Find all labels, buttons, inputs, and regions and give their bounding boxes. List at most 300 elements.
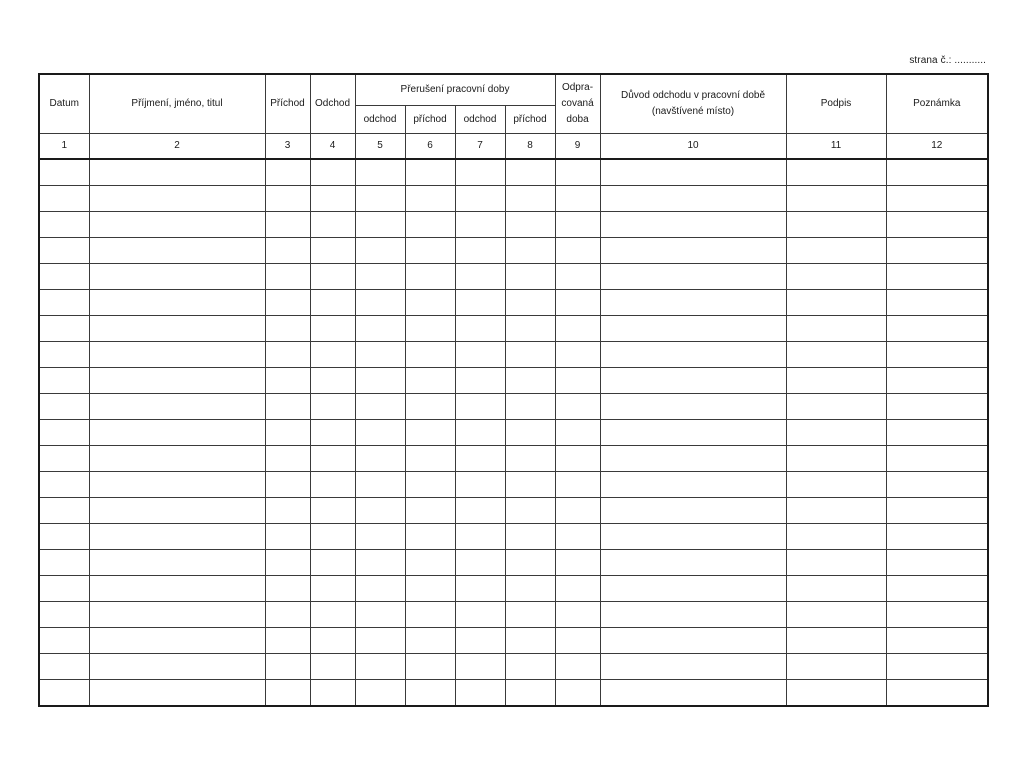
table-cell: [39, 524, 89, 550]
table-cell: [355, 576, 405, 602]
column-number: 11: [786, 134, 886, 160]
table-cell: [886, 316, 988, 342]
table-row: [39, 420, 988, 446]
table-cell: [405, 628, 455, 654]
table-cell: [39, 628, 89, 654]
table-cell: [265, 290, 310, 316]
table-cell: [600, 186, 786, 212]
column-number: 1: [39, 134, 89, 160]
table-cell: [886, 290, 988, 316]
table-cell: [555, 654, 600, 680]
table-cell: [455, 576, 505, 602]
table-cell: [600, 212, 786, 238]
column-number: 5: [355, 134, 405, 160]
table-cell: [405, 264, 455, 290]
table-cell: [455, 186, 505, 212]
table-cell: [455, 654, 505, 680]
table-row: [39, 316, 988, 342]
table-cell: [505, 446, 555, 472]
column-number: 4: [310, 134, 355, 160]
table-cell: [265, 680, 310, 707]
table-cell: [89, 576, 265, 602]
table-cell: [265, 654, 310, 680]
attendance-table: [38, 73, 989, 707]
table-cell: [355, 290, 405, 316]
table-cell: [600, 576, 786, 602]
table-row: [39, 576, 988, 602]
table-cell: [89, 628, 265, 654]
table-cell: [310, 394, 355, 420]
table-cell: [886, 628, 988, 654]
table-cell: [39, 654, 89, 680]
table-cell: [310, 602, 355, 628]
table-cell: [405, 342, 455, 368]
table-cell: [505, 264, 555, 290]
table-cell: [455, 550, 505, 576]
header-arrival: Příchod: [265, 74, 310, 134]
table-cell: [405, 576, 455, 602]
table-cell: [600, 498, 786, 524]
table-cell: [555, 342, 600, 368]
table-cell: [39, 290, 89, 316]
table-cell: [786, 654, 886, 680]
table-cell: [265, 472, 310, 498]
table-cell: [555, 238, 600, 264]
table-cell: [555, 576, 600, 602]
table-cell: [505, 420, 555, 446]
table-cell: [505, 524, 555, 550]
table-cell: [405, 472, 455, 498]
table-cell: [555, 602, 600, 628]
table-cell: [265, 420, 310, 446]
table-cell: [355, 212, 405, 238]
table-cell: [455, 602, 505, 628]
table-cell: [355, 264, 405, 290]
table-cell: [786, 576, 886, 602]
header-reason-line-2: (navštívené místo): [651, 106, 735, 117]
column-number: 3: [265, 134, 310, 160]
table-cell: [555, 524, 600, 550]
table-cell: [455, 342, 505, 368]
table-cell: [310, 316, 355, 342]
table-cell: [600, 550, 786, 576]
table-cell: [89, 420, 265, 446]
table-cell: [89, 186, 265, 212]
table-cell: [89, 602, 265, 628]
subheader-interruption-leave-1: odchod: [355, 106, 405, 134]
table-cell: [555, 290, 600, 316]
table-cell: [405, 680, 455, 707]
table-cell: [355, 654, 405, 680]
table-cell: [505, 394, 555, 420]
table-cell: [555, 628, 600, 654]
table-cell: [310, 212, 355, 238]
table-cell: [89, 394, 265, 420]
table-cell: [455, 159, 505, 186]
table-cell: [505, 602, 555, 628]
table-cell: [505, 159, 555, 186]
table-cell: [39, 238, 89, 264]
table-cell: [89, 212, 265, 238]
table-cell: [555, 316, 600, 342]
header-name: Příjmení, jméno, titul: [89, 74, 265, 134]
table-cell: [505, 316, 555, 342]
table-cell: [310, 159, 355, 186]
table-cell: [455, 368, 505, 394]
table-cell: [886, 472, 988, 498]
table-cell: [786, 524, 886, 550]
table-cell: [405, 316, 455, 342]
table-cell: [89, 238, 265, 264]
header-note: Poznámka: [886, 74, 988, 134]
header-reason: [600, 74, 786, 134]
table-cell: [265, 550, 310, 576]
table-cell: [555, 550, 600, 576]
table-cell: [786, 550, 886, 576]
table-cell: [39, 680, 89, 707]
table-cell: [600, 290, 786, 316]
table-cell: [600, 472, 786, 498]
table-cell: [89, 472, 265, 498]
table-cell: [355, 628, 405, 654]
table-cell: [555, 446, 600, 472]
table-cell: [405, 550, 455, 576]
table-cell: [265, 628, 310, 654]
table-cell: [886, 342, 988, 368]
table-cell: [455, 524, 505, 550]
table-cell: [886, 498, 988, 524]
table-row: [39, 472, 988, 498]
table-cell: [265, 498, 310, 524]
table-cell: [886, 368, 988, 394]
table-cell: [455, 420, 505, 446]
column-number: 2: [89, 134, 265, 160]
table-cell: [355, 316, 405, 342]
table-cell: [786, 498, 886, 524]
table-cell: [555, 680, 600, 707]
header-signature: Podpis: [786, 74, 886, 134]
header-worked-time-line-1: Odpra-: [561, 82, 594, 93]
table-cell: [600, 602, 786, 628]
table-cell: [505, 472, 555, 498]
table-cell: [405, 524, 455, 550]
table-cell: [786, 472, 886, 498]
table-body: [39, 134, 988, 707]
table-row: [39, 446, 988, 472]
table-cell: [39, 498, 89, 524]
table-cell: [555, 472, 600, 498]
table-cell: [39, 446, 89, 472]
table-cell: [786, 368, 886, 394]
table-cell: [455, 212, 505, 238]
subheader-interruption-leave-2: odchod: [455, 106, 505, 134]
table-cell: [600, 238, 786, 264]
table-cell: [886, 602, 988, 628]
table-cell: [786, 394, 886, 420]
table-cell: [600, 264, 786, 290]
table-cell: [505, 368, 555, 394]
table-cell: [355, 159, 405, 186]
table-cell: [265, 394, 310, 420]
table-cell: [39, 342, 89, 368]
table-cell: [355, 420, 405, 446]
table-row: [39, 290, 988, 316]
column-number-row: [39, 134, 988, 160]
table-cell: [310, 238, 355, 264]
header-reason-line-1: Důvod odchodu v pracovní době: [621, 90, 766, 101]
table-cell: [786, 446, 886, 472]
table-cell: [600, 420, 786, 446]
table-cell: [355, 498, 405, 524]
table-cell: [405, 394, 455, 420]
table-cell: [886, 264, 988, 290]
table-cell: [886, 186, 988, 212]
table-cell: [786, 316, 886, 342]
table-cell: [786, 290, 886, 316]
table-cell: [505, 498, 555, 524]
table-cell: [786, 420, 886, 446]
table-cell: [310, 186, 355, 212]
subheader-interruption-return-2: příchod: [505, 106, 555, 134]
table-cell: [355, 186, 405, 212]
table-cell: [310, 550, 355, 576]
table-cell: [355, 446, 405, 472]
table-cell: [405, 654, 455, 680]
table-row: [39, 550, 988, 576]
column-number: 7: [455, 134, 505, 160]
table-cell: [600, 680, 786, 707]
column-number: 10: [600, 134, 786, 160]
column-number: 9: [555, 134, 600, 160]
table-cell: [39, 264, 89, 290]
table-cell: [886, 159, 988, 186]
table-cell: [310, 420, 355, 446]
table-cell: [39, 368, 89, 394]
table-cell: [89, 264, 265, 290]
table-cell: [39, 159, 89, 186]
table-cell: [265, 446, 310, 472]
table-row: [39, 186, 988, 212]
table-cell: [310, 446, 355, 472]
table-cell: [505, 290, 555, 316]
table-cell: [265, 159, 310, 186]
table-row: [39, 654, 988, 680]
table-cell: [555, 368, 600, 394]
header-departure: Odchod: [310, 74, 355, 134]
table-cell: [355, 238, 405, 264]
table-row: [39, 680, 988, 707]
table-cell: [786, 212, 886, 238]
table-cell: [89, 680, 265, 707]
table-cell: [886, 446, 988, 472]
table-cell: [265, 212, 310, 238]
table-row: [39, 498, 988, 524]
table-cell: [355, 550, 405, 576]
table-cell: [455, 628, 505, 654]
table-cell: [505, 212, 555, 238]
header-worked-time: [555, 74, 600, 134]
table-cell: [310, 472, 355, 498]
page-number-label: strana č.: ...........: [909, 55, 986, 66]
table-cell: [39, 472, 89, 498]
table-cell: [39, 316, 89, 342]
table-cell: [405, 212, 455, 238]
column-number: 12: [886, 134, 988, 160]
header-datum: Datum: [39, 74, 89, 134]
table-cell: [786, 628, 886, 654]
table-cell: [405, 446, 455, 472]
table-cell: [310, 368, 355, 394]
table-cell: [310, 654, 355, 680]
table-cell: [455, 316, 505, 342]
table-cell: [455, 394, 505, 420]
table-cell: [39, 186, 89, 212]
table-cell: [886, 680, 988, 707]
table-cell: [39, 550, 89, 576]
table-cell: [886, 524, 988, 550]
table-cell: [786, 680, 886, 707]
table-cell: [265, 524, 310, 550]
table-cell: [555, 159, 600, 186]
table-cell: [600, 446, 786, 472]
table-cell: [600, 316, 786, 342]
table-cell: [310, 290, 355, 316]
column-number: 8: [505, 134, 555, 160]
table-row: [39, 238, 988, 264]
table-row: [39, 368, 988, 394]
table-cell: [786, 342, 886, 368]
table-row: [39, 524, 988, 550]
table-cell: [89, 550, 265, 576]
table-cell: [39, 602, 89, 628]
table-cell: [310, 576, 355, 602]
table-cell: [89, 654, 265, 680]
table-cell: [89, 524, 265, 550]
table-cell: [886, 576, 988, 602]
table-cell: [265, 316, 310, 342]
table-cell: [505, 550, 555, 576]
table-cell: [89, 342, 265, 368]
table-cell: [455, 680, 505, 707]
table-cell: [505, 342, 555, 368]
column-number: 6: [405, 134, 455, 160]
table-cell: [310, 342, 355, 368]
table-cell: [886, 394, 988, 420]
table-cell: [786, 264, 886, 290]
table-cell: [886, 212, 988, 238]
table-cell: [89, 446, 265, 472]
table-cell: [355, 394, 405, 420]
table-cell: [786, 186, 886, 212]
table-cell: [310, 628, 355, 654]
table-cell: [355, 602, 405, 628]
header-worked-time-line-3: doba: [566, 114, 589, 125]
table-cell: [886, 420, 988, 446]
table-cell: [505, 238, 555, 264]
table-cell: [265, 238, 310, 264]
table-cell: [405, 602, 455, 628]
table-cell: [355, 680, 405, 707]
subheader-interruption-return-1: příchod: [405, 106, 455, 134]
table-row: [39, 264, 988, 290]
table-cell: [355, 524, 405, 550]
table-cell: [405, 159, 455, 186]
table-cell: [600, 159, 786, 186]
table-row: [39, 394, 988, 420]
table-cell: [405, 290, 455, 316]
table-row: [39, 159, 988, 186]
table-cell: [455, 498, 505, 524]
table-cell: [600, 394, 786, 420]
table-cell: [405, 186, 455, 212]
table-cell: [886, 238, 988, 264]
table-cell: [39, 394, 89, 420]
table-row: [39, 628, 988, 654]
table-cell: [786, 602, 886, 628]
header-row: [39, 74, 988, 106]
table-cell: [265, 342, 310, 368]
table-cell: [405, 498, 455, 524]
table-cell: [455, 446, 505, 472]
table-row: [39, 212, 988, 238]
table-cell: [505, 576, 555, 602]
table-cell: [505, 654, 555, 680]
table-cell: [39, 420, 89, 446]
table-row: [39, 602, 988, 628]
table-cell: [265, 368, 310, 394]
table-cell: [600, 654, 786, 680]
table-cell: [89, 316, 265, 342]
table-cell: [265, 576, 310, 602]
header-worked-time-line-2: covaná: [561, 98, 594, 109]
table-cell: [505, 186, 555, 212]
table-cell: [89, 159, 265, 186]
table-cell: [886, 654, 988, 680]
table-cell: [555, 394, 600, 420]
table-cell: [89, 368, 265, 394]
table-cell: [455, 472, 505, 498]
table-cell: [310, 680, 355, 707]
header-work-interruption: Přerušení pracovní doby: [355, 74, 555, 106]
table-cell: [39, 212, 89, 238]
table-cell: [505, 680, 555, 707]
table-cell: [786, 238, 886, 264]
table-cell: [310, 498, 355, 524]
table-cell: [310, 264, 355, 290]
table-cell: [505, 628, 555, 654]
table-cell: [555, 186, 600, 212]
table-cell: [405, 420, 455, 446]
table-cell: [405, 368, 455, 394]
table-cell: [555, 212, 600, 238]
table-cell: [355, 368, 405, 394]
table-cell: [555, 498, 600, 524]
table-cell: [455, 290, 505, 316]
table-cell: [405, 238, 455, 264]
table-cell: [555, 264, 600, 290]
table-cell: [600, 524, 786, 550]
table-row: [39, 342, 988, 368]
table-cell: [600, 368, 786, 394]
table-cell: [89, 290, 265, 316]
table-cell: [265, 264, 310, 290]
table-cell: [886, 550, 988, 576]
table-cell: [600, 342, 786, 368]
table-cell: [310, 524, 355, 550]
table-cell: [786, 159, 886, 186]
table-cell: [39, 576, 89, 602]
table-cell: [265, 602, 310, 628]
